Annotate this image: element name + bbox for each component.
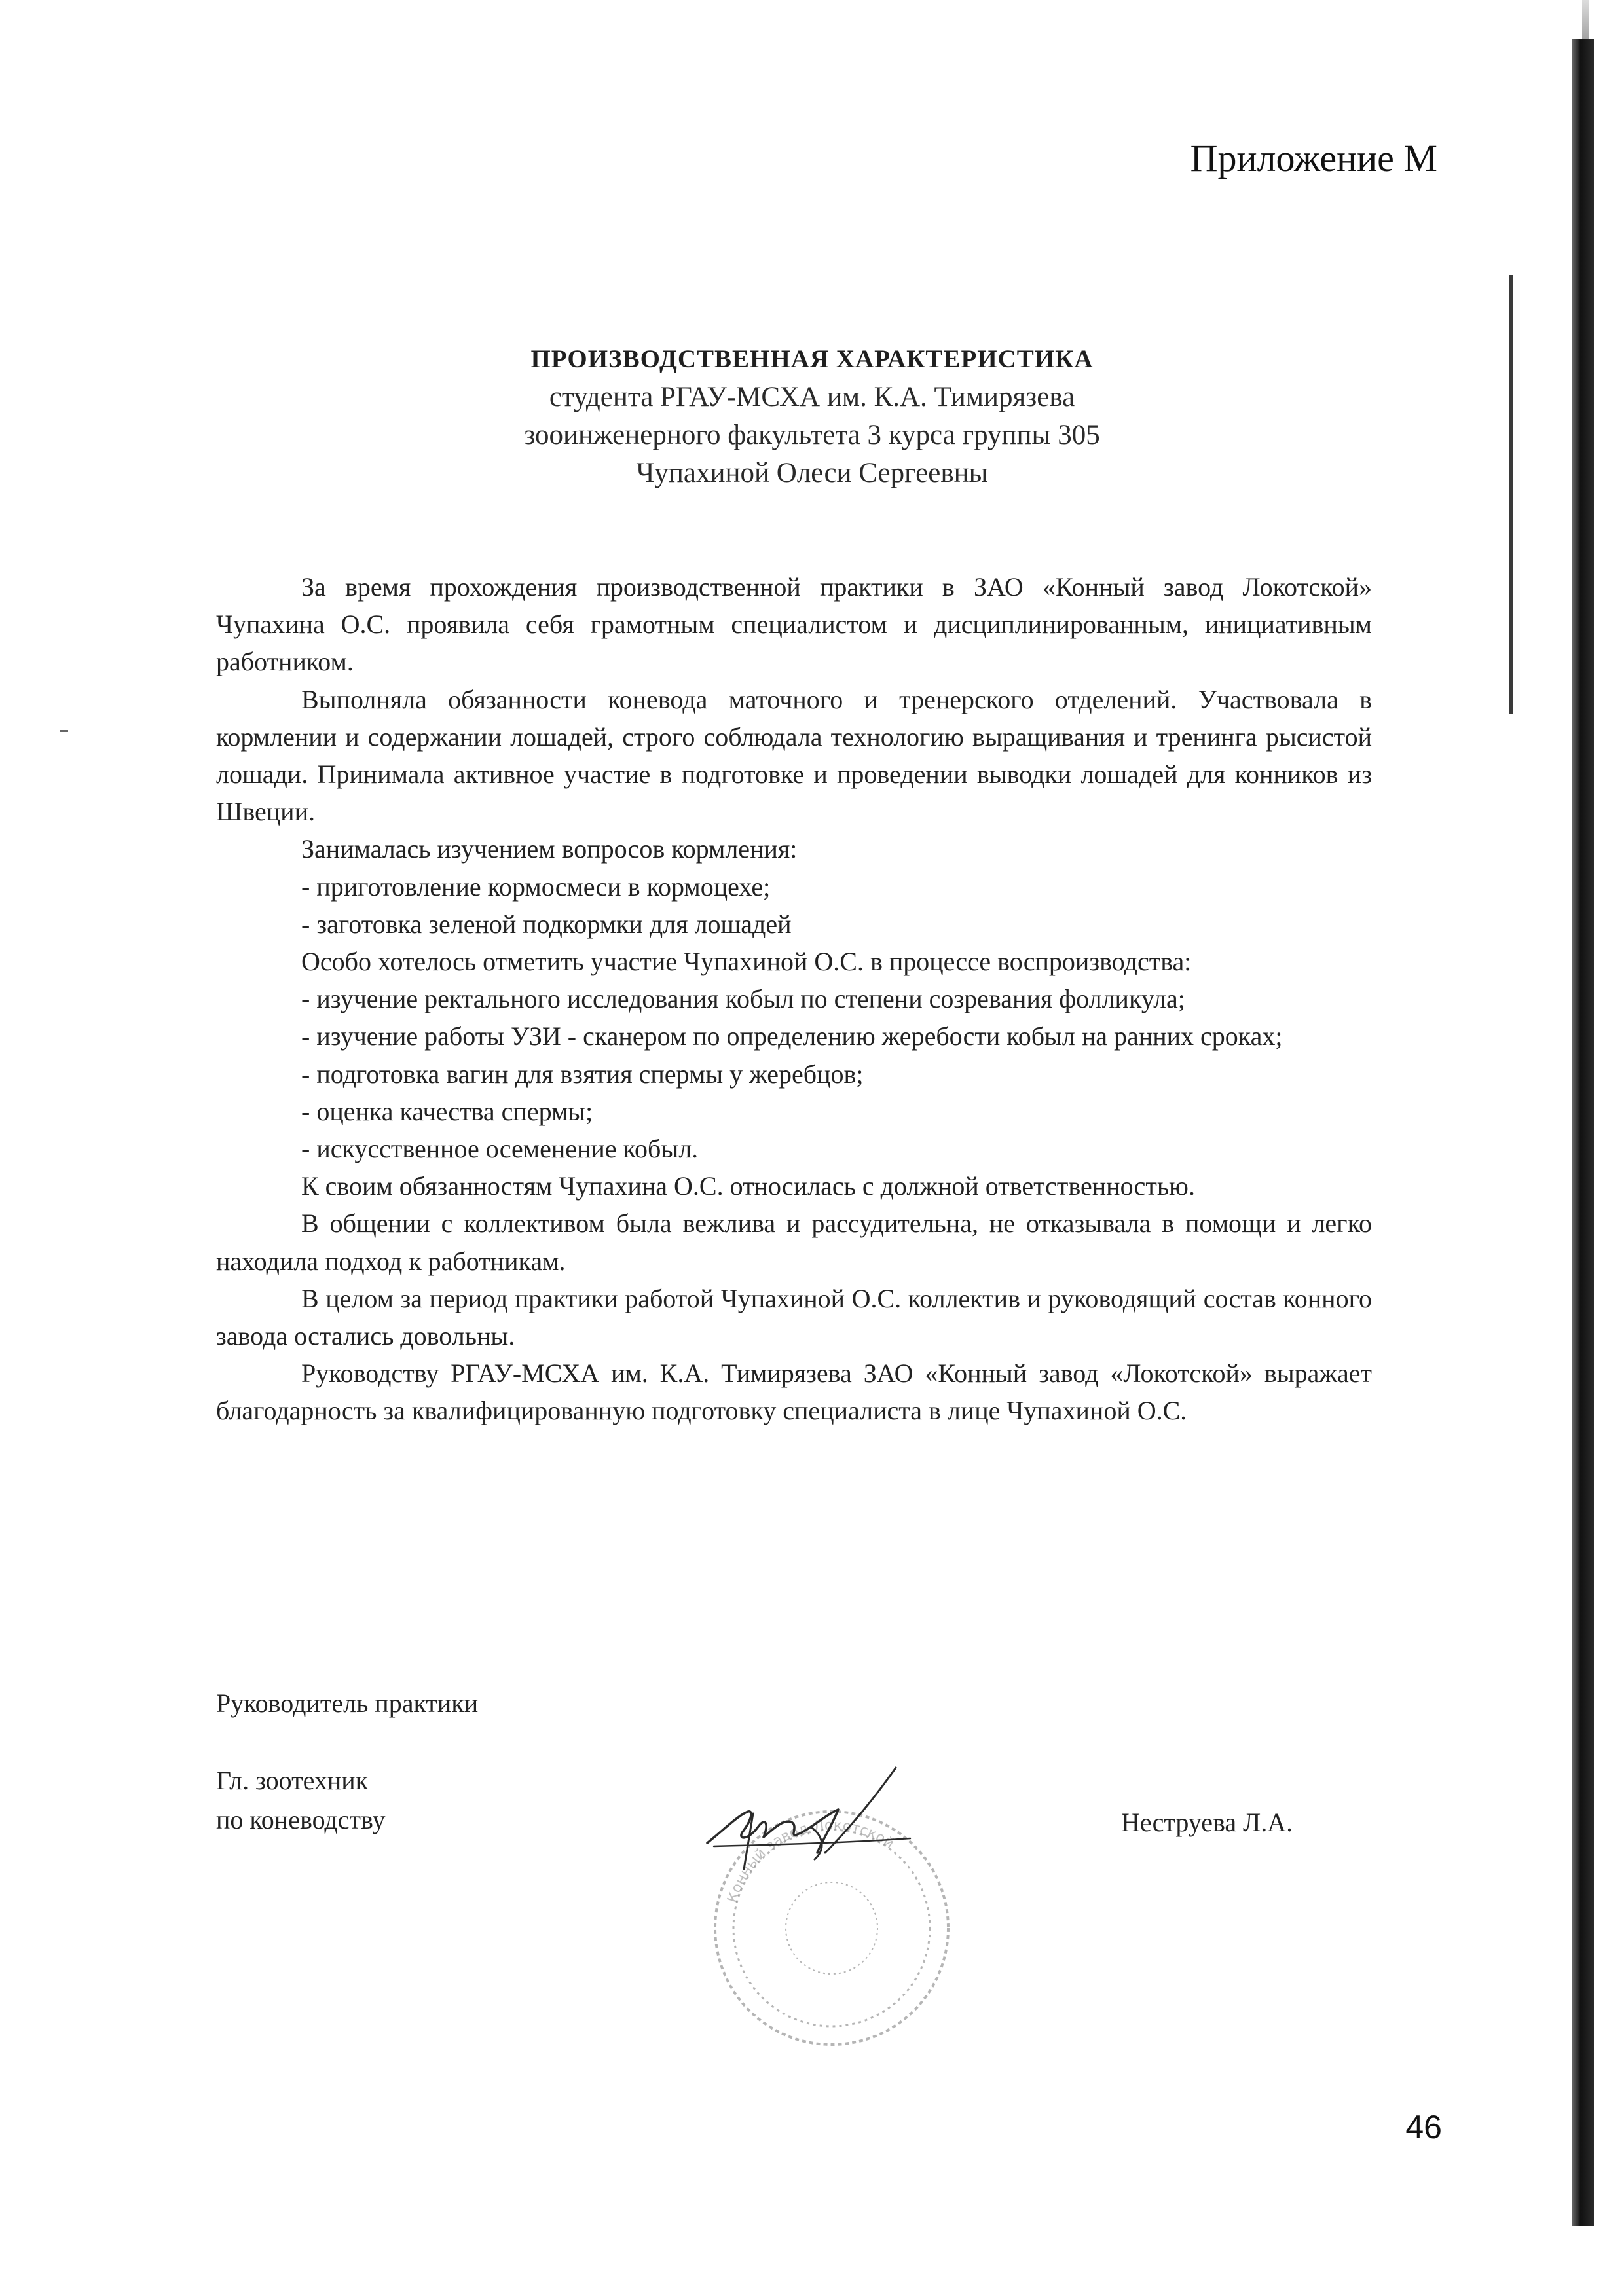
- list-item: - искусственное осеменение кобыл.: [301, 1134, 699, 1164]
- paragraph: Выполняла обязанности коневода маточного и тренерского отделений. Участвовала в кормлении и содержании лошадей, строго соблюдала технологию выращивания и тренинга рысистой лошади. Принимала активное участие в подготовке и проведении выводки лошадей для конников из Швеции.: [216, 684, 1372, 827]
- list-item: - приготовление кормосмеси в кормоцехе;: [301, 871, 771, 902]
- page-number: 46: [1405, 2109, 1442, 2145]
- paragraph: В общении с коллективом была вежлива и рассудительна, не отказывала в помощи и легко находила подход к работникам.: [216, 1209, 1372, 1276]
- list-item: - заготовка зеленой подкормки для лошадей: [301, 909, 792, 939]
- appendix-title: Приложение М: [1190, 137, 1437, 179]
- document-title: ПРОИЗВОДСТВЕННАЯ ХАРАКТЕРИСТИКА: [530, 345, 1094, 373]
- paragraph: К своим обязанностям Чупахина О.С. относилась с должной ответственностью.: [301, 1171, 1195, 1201]
- list-item: - изучение ректального исследования кобыл по степени созревания фолликула;: [301, 984, 1185, 1014]
- paragraph: Особо хотелось отметить участие Чупахиной О.С. в процессе воспроизводства:: [301, 947, 1192, 977]
- heading-line: Чупахиной Олеси Сергеевны: [636, 458, 988, 488]
- heading-line: зооинженерного факультета 3 курса группы 305: [524, 420, 1100, 450]
- signatory-role-line: Гл. зоотехник: [216, 1766, 369, 1795]
- signatory-role: [216, 1761, 386, 1840]
- paragraph: Руководству РГАУ-МСХА им. К.А. Тимирязева ЗАО «Конный завод «Локотской» выражает благодарность за квалифицированную подготовку специалиста в лице Чупахиной О.С.: [216, 1358, 1372, 1426]
- paragraph: Занималась изучением вопросов кормления:: [301, 834, 798, 864]
- paragraph: В целом за период практики работой Чупахиной О.С. коллектив и руководящий состав конного завода остались довольны.: [216, 1283, 1372, 1351]
- stamp-with-signature-icon: [674, 1755, 976, 2056]
- list-item: - изучение работы УЗИ - сканером по определению жеребости кобыл на ранних сроках;: [301, 1021, 1283, 1051]
- scan-dust-mark: [60, 730, 68, 732]
- list-item: - подготовка вагин для взятия спермы у жеребцов;: [301, 1059, 864, 1089]
- list-item: - оценка качества спермы;: [301, 1096, 593, 1126]
- heading-line: студента РГАУ-МСХА им. К.А. Тимирязева: [549, 382, 1075, 412]
- signatory-name: Неструева Л.А.: [1121, 1808, 1293, 1837]
- document-heading: [0, 340, 1624, 492]
- document-body: [216, 568, 1372, 1430]
- paragraph: За время прохождения производственной практики в ЗАО «Конный завод Локотской» Чупахина О.С. проявила себя грамотным специалистом и дисциплинированным, инициативным работником.: [216, 572, 1372, 677]
- signatory-role-line: по коневодству: [216, 1805, 386, 1834]
- signature-label: Руководитель практики: [216, 1688, 479, 1718]
- stamp-text: Конный завод Локотской: [724, 1817, 897, 1905]
